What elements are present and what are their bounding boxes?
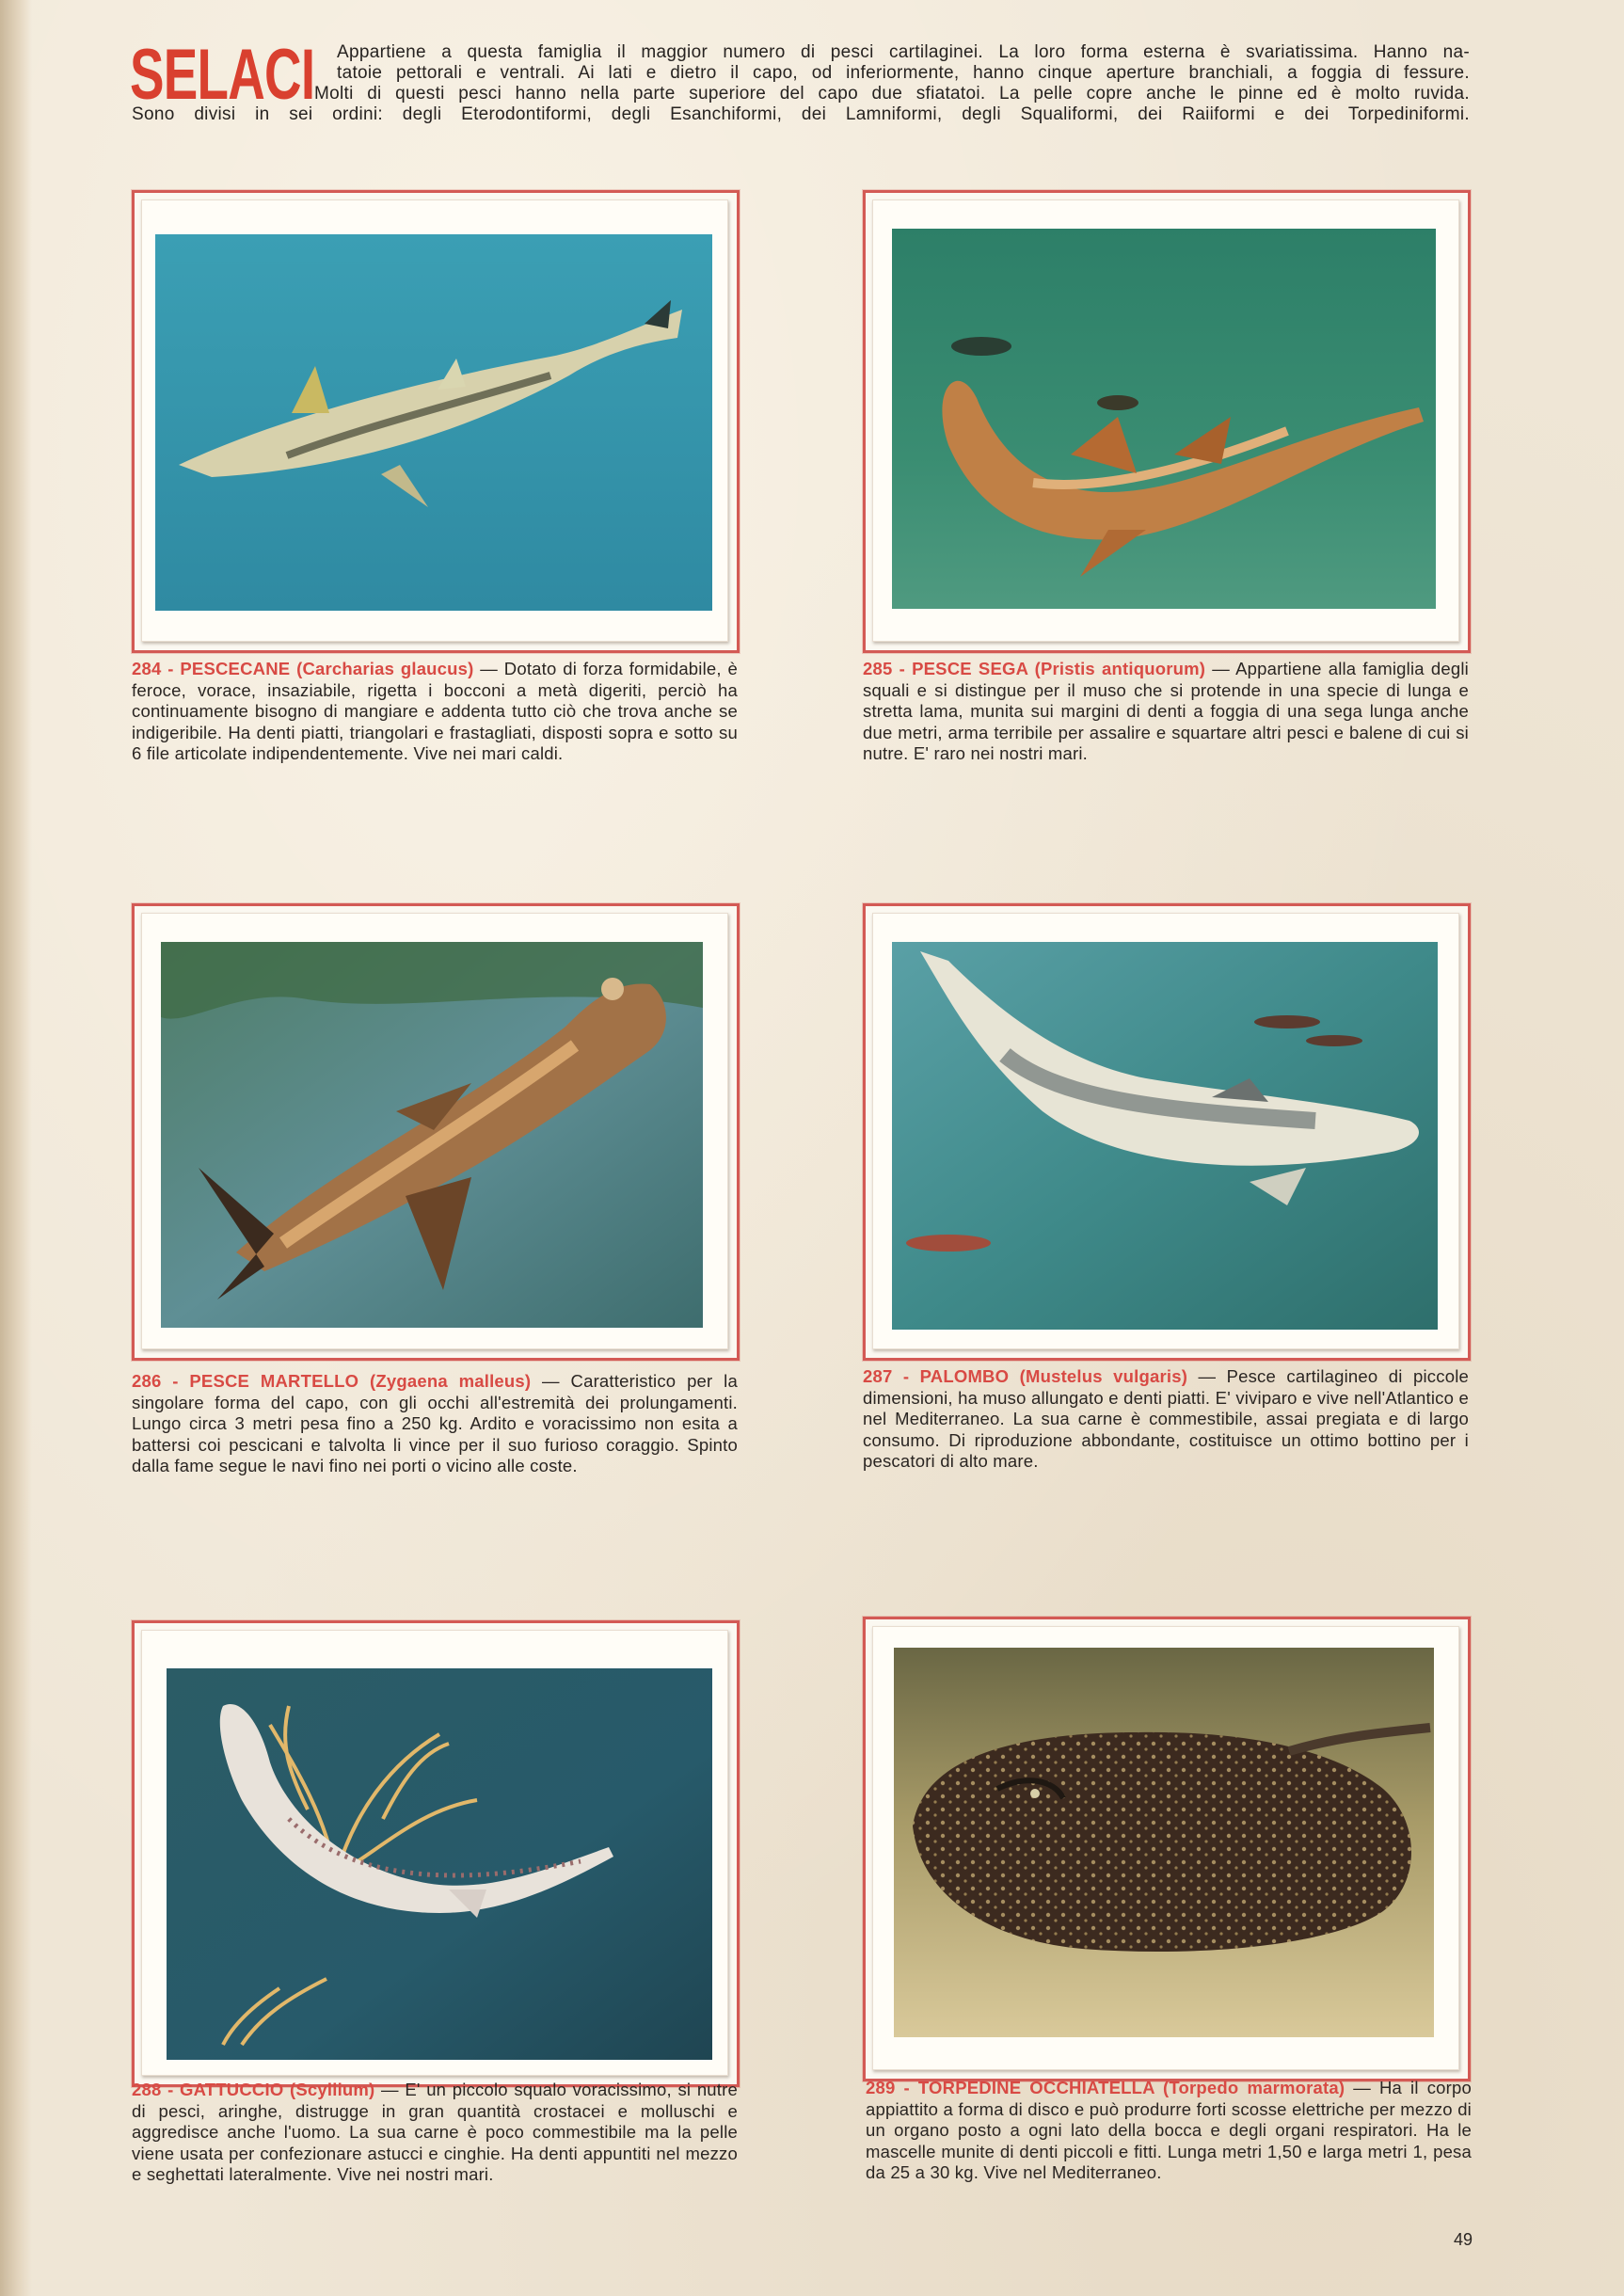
card-284-caption	[132, 659, 738, 765]
card-287-sticker	[872, 913, 1459, 1349]
card-287-caption	[863, 1366, 1469, 1473]
card-288-frame	[132, 1620, 740, 2087]
card-285-caption	[863, 659, 1469, 765]
card-286-frame	[132, 903, 740, 1361]
card-287-text: — Pesce cartilagineo di piccole dimensioni, ha muso allungato e denti piatti. E' viviparo e vive nell'Atlantico e nel Mediterraneo. La sua carne è commestibile, assai pregiata e di largo consumo. Di riproduzione abbondante, costituisce un ottimo bottino per i pescatori di alto mare.	[863, 1366, 1469, 1471]
card-284-sticker	[141, 199, 728, 642]
intro-line: Sono divisi in sei ordini: degli Eterodontiformi, degli Esanchiformi, dei Lamniformi, degli Squaliformi, dei Raiiformi e dei Torpediniformi.	[132, 104, 1470, 124]
card-284-photo	[155, 234, 712, 611]
intro-line: tatoie pettorali e ventrali. Ai lati e dietro il capo, od inferiormente, hanno cinque aperture branchiali, a foggia di fessure.	[337, 63, 1470, 83]
page-spine	[0, 0, 32, 2296]
intro-line: Molti di questi pesci hanno nella parte superiore del capo due sfiatatoi. La pelle copre anche le pinne ed è molto ruvida.	[314, 84, 1470, 104]
card-285-frame	[863, 190, 1471, 653]
page-number: 49	[1454, 2230, 1473, 2249]
card-284-text: — Dotato di forza formidabile, è feroce, vorace, insaziabile, rigetta i bocconi a metà digeriti, perciò ha continuamente bisogno di mangiare e addenta tutto ciò che trova anche se indigeribile. Ha denti piatti, triangolari e frastagliati, disposti sopra e sotto su 6 file articolate indipendentemente. Vive nei mari caldi.	[132, 659, 739, 763]
intro-line: Appartiene a questa famiglia il maggior numero di pesci cartilaginei. La loro forma esterna è svariatissima. Hanno na-	[337, 42, 1470, 62]
card-285-photo	[892, 229, 1436, 609]
intro-paragraph	[132, 43, 1470, 134]
card-286-photo	[161, 942, 703, 1328]
card-288-sticker	[141, 1630, 728, 2076]
card-288-text: — E' un piccolo squalo voracissimo, si nutre di pesci, aringhe, distrugge in gran quantità crostacei e molluschi e aggredisce anche l'uomo. La sua carne è poco commestibile ma la pelle viene usata per confezionare astucci e cinghie. Ha denti appuntiti nel mezzo e seghettati lateralmente. Vive nei nostri mari.	[132, 2080, 738, 2184]
card-288-photo	[167, 1668, 712, 2060]
card-286-caption	[132, 1371, 738, 1477]
card-284-heading: 284 - PESCECANE (Carcharias glaucus)	[132, 659, 474, 678]
card-289-heading: 289 - TORPEDINE OCCHIATELLA (Torpedo marmorata)	[866, 2078, 1345, 2097]
card-285-heading: 285 - PESCE SEGA (Pristis antiquorum)	[863, 659, 1206, 678]
card-289-frame	[863, 1617, 1471, 2081]
card-287-photo	[892, 942, 1438, 1330]
card-289-sticker	[872, 1626, 1459, 2070]
card-285-sticker	[872, 199, 1459, 642]
card-287-frame	[863, 903, 1471, 1361]
card-286-sticker	[141, 913, 728, 1349]
card-286-heading: 286 - PESCE MARTELLO (Zygaena malleus)	[132, 1371, 532, 1391]
card-287-heading: 287 - PALOMBO (Mustelus vulgaris)	[863, 1366, 1188, 1386]
page-title: SELACI	[130, 35, 315, 115]
card-289-text: — Ha il corpo appiattito a forma di disco e può produrre forti scosse elettriche per mezzo di un organo posto a ogni lato della bocca e degli organi respiratori. Ha le mascelle munite di denti piccoli e fitti. Lunga metri 1,50 e larga metri 1, pesa da 25 a 30 kg. Vive nel Mediterraneo.	[866, 2078, 1472, 2182]
card-284-frame	[132, 190, 740, 653]
card-288-caption	[132, 2080, 738, 2186]
card-285-text: — Appartiene alla famiglia degli squali e si distingue per il muso che si protende in una specie di lunga e stretta lama, munita sui margini di denti a foggia di una sega lunga anche due metri, arma terribile per assalire e squartare altri pesci e balene di cui si nutre. E' raro nei nostri mari.	[863, 659, 1469, 763]
card-288-heading: 288 - GATTUCCIO (Scyllium)	[132, 2080, 375, 2099]
card-289-photo	[894, 1648, 1434, 2037]
card-286-text: — Caratteristico per la singolare forma del capo, con gli occhi all'estremità dei prolungamenti. Lungo circa 3 metri pesa fino a 250 kg. Ardito e voracissimo non esita a battersi coi pescicani e talvolta li vince per il suo furioso coraggio. Spinto dalla fame segue le navi fino nei porti o vicino alle coste.	[132, 1371, 738, 1475]
card-289-caption	[866, 2078, 1472, 2184]
